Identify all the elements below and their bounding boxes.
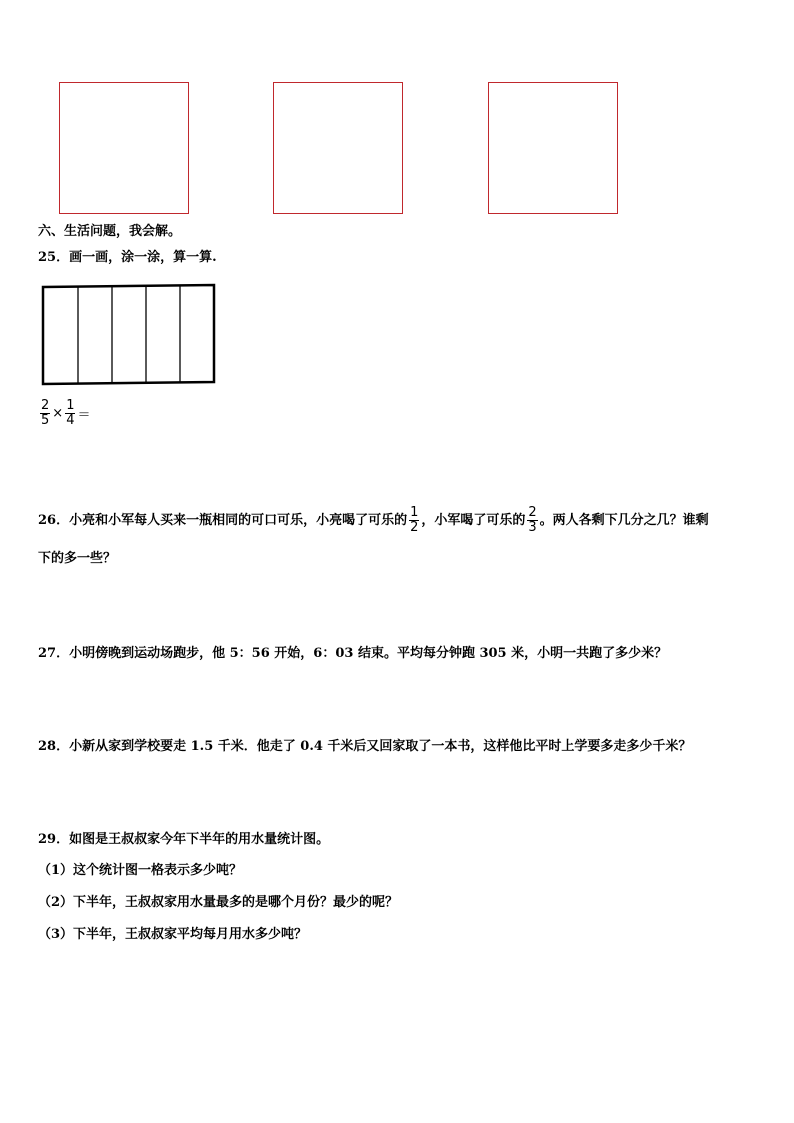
answer-box-2	[273, 82, 403, 214]
question-26-part-2: ，小军喝了可乐的	[421, 513, 526, 528]
equals-sign: ＝	[77, 408, 91, 423]
fraction-denominator: 5	[41, 413, 50, 428]
question-26-line-1	[38, 506, 709, 536]
question-29-sub-2: （2）下半年，王叔叔家用水量最多的是哪个月份？最少的呢？	[38, 895, 399, 910]
question-25: 25．画一画，涂一涂，算一算.	[38, 250, 217, 265]
question-27: 27．小明傍晚到运动场跑步，他 5：56 开始，6：03 结束。平均每分钟跑 305 米，小明一共跑了多少米？	[38, 646, 668, 661]
fraction-numerator: 2	[41, 398, 50, 413]
question-26-part-1: 26．小亮和小军每人买来一瓶相同的可口可乐，小亮喝了可乐的	[38, 513, 408, 528]
question-29-sub-3: （3）下半年，王叔叔家平均每月用水多少吨？	[38, 927, 308, 942]
section-heading: 六、生活问题，我会解。	[38, 224, 182, 239]
answer-box-3	[488, 82, 618, 214]
fraction-numerator: 2	[528, 505, 537, 520]
fraction-numerator: 1	[410, 505, 419, 520]
fraction-denominator: 4	[66, 413, 75, 428]
question-28: 28．小新从家到学校要走 1.5 千米．他走了 0.4 千米后又回家取了一本书，这样他比平时上学要多走多少千米？	[38, 739, 692, 754]
fraction-two-thirds	[527, 506, 537, 535]
fraction-one-fourth	[65, 399, 75, 428]
answer-box-1	[59, 82, 189, 214]
fraction-two-fifths	[40, 399, 50, 428]
question-29-sub-1: （1）这个统计图一格表示多少吨？	[38, 863, 243, 878]
divided-rectangle	[40, 283, 220, 387]
times-sign: ×	[52, 406, 64, 421]
question-26-part-3: 。两人各剩下几分之几？谁剩	[539, 513, 709, 528]
question-29: 29．如图是王叔叔家今年下半年的用水量统计图。	[38, 832, 330, 847]
fraction-denominator: 3	[528, 520, 537, 535]
fraction-one-half	[409, 506, 419, 535]
fraction-expression	[38, 399, 90, 428]
question-26-line-2: 下的多一些？	[38, 551, 117, 566]
fraction-numerator: 1	[66, 398, 75, 413]
fraction-denominator: 2	[410, 520, 419, 535]
